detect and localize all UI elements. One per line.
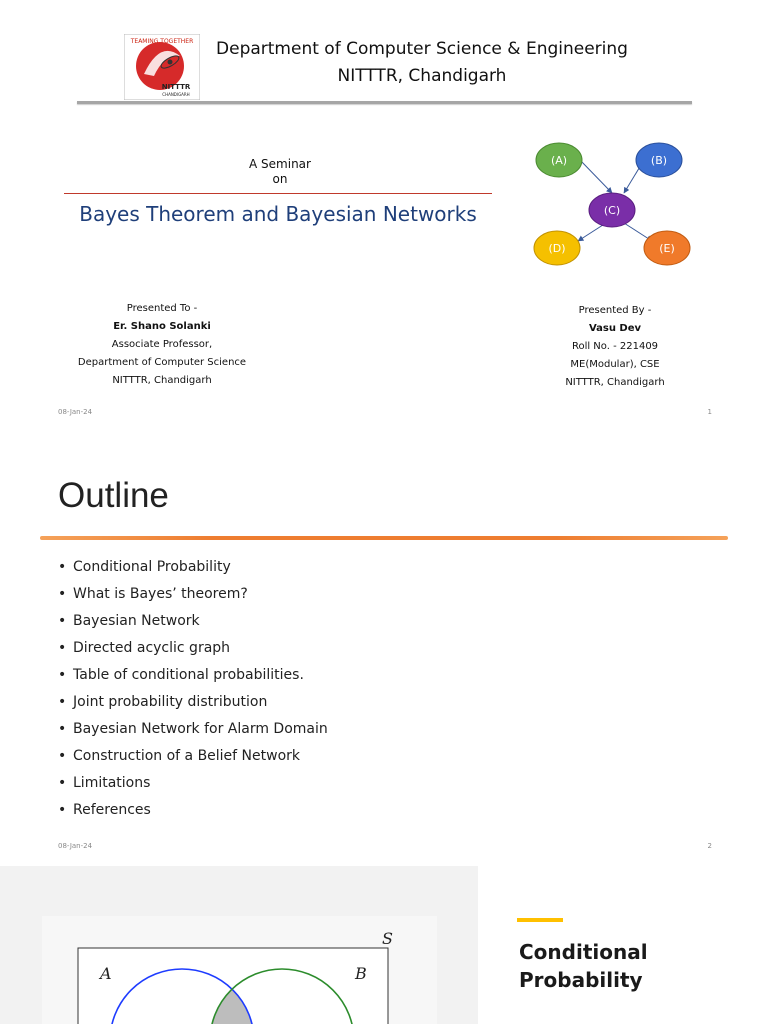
presented-to-inst: NITTTR, Chandigarh [112, 375, 212, 386]
outline-item: • Directed acyclic graph [58, 640, 231, 656]
title-divider [64, 193, 492, 194]
node-c-label: (C) [603, 204, 621, 217]
outline-item: • Construction of a Belief Network [58, 748, 301, 764]
node-e-label: (E) [659, 242, 675, 255]
presented-to-label: Presented To - [126, 303, 198, 314]
presented-to-name: Er. Shano Solanki [113, 321, 211, 332]
bayesian-network-diagram [520, 135, 710, 275]
nitttr-logo [124, 34, 200, 100]
presented-to-dept: Department of Computer Science [77, 357, 247, 368]
slide-title [0, 0, 768, 432]
outline-item: • Bayesian Network [58, 613, 200, 629]
department-header [202, 36, 642, 90]
seminar-line-2: on [272, 172, 288, 186]
presented-by-label: Presented By - [578, 305, 652, 316]
presented-to-block [62, 300, 262, 390]
outline-item: • Joint probability distribution [58, 694, 268, 710]
footer-date: 08-Jan-24 [58, 842, 93, 850]
presented-by-name: Vasu Dev [588, 323, 642, 334]
outline-divider [40, 536, 728, 540]
node-d-label: (D) [548, 242, 566, 255]
svg-text:CHANDIGARH: CHANDIGARH [162, 92, 190, 97]
conditional-probability-title [519, 938, 648, 994]
seminar-line-1: A Seminar [249, 157, 311, 171]
outline-item: • Limitations [58, 775, 151, 791]
outline-item: • What is Bayes’ theorem? [58, 586, 248, 602]
presented-by-course: ME(Modular), CSE [570, 359, 660, 370]
venn-diagram [42, 916, 437, 1024]
label-s: S [382, 929, 393, 948]
accent-bar [517, 918, 563, 922]
institute-name: NITTTR, Chandigarh [337, 66, 507, 86]
outline-item: • References [58, 802, 151, 818]
presentation-title: Bayes Theorem and Bayesian Networks [79, 202, 477, 226]
node-b-label: (B) [650, 154, 668, 167]
presented-by-inst: NITTTR, Chandigarh [565, 377, 665, 388]
outline-item: • Table of conditional probabilities. [58, 667, 304, 683]
presented-by-block [520, 302, 710, 392]
seminar-label [180, 157, 380, 187]
page-number: 1 [707, 408, 712, 416]
presented-by-roll: Roll No. - 221409 [571, 341, 659, 352]
title-line-1: Conditional [519, 940, 648, 964]
department-name: Department of Computer Science & Engineering [216, 39, 628, 59]
header-divider [77, 101, 692, 104]
slide-outline [0, 432, 768, 864]
title-line-2: Probability [519, 968, 643, 992]
outline-item: • Bayesian Network for Alarm Domain [58, 721, 328, 737]
label-a: A [100, 964, 112, 983]
edge-a-c [580, 160, 612, 193]
footer-date: 08-Jan-24 [58, 408, 93, 416]
outline-list [58, 554, 328, 824]
outline-title: Outline [58, 476, 169, 515]
node-a-label: (A) [550, 154, 568, 167]
svg-text:TEAMING TOGETHER: TEAMING TOGETHER [130, 38, 194, 45]
presented-to-role: Associate Professor, [111, 339, 213, 350]
label-b: B [355, 964, 367, 983]
svg-text:NITTTR: NITTTR [161, 83, 191, 91]
slide-conditional-probability [0, 866, 768, 1024]
page-number: 2 [707, 842, 712, 850]
outline-item: • Conditional Probability [58, 559, 231, 575]
